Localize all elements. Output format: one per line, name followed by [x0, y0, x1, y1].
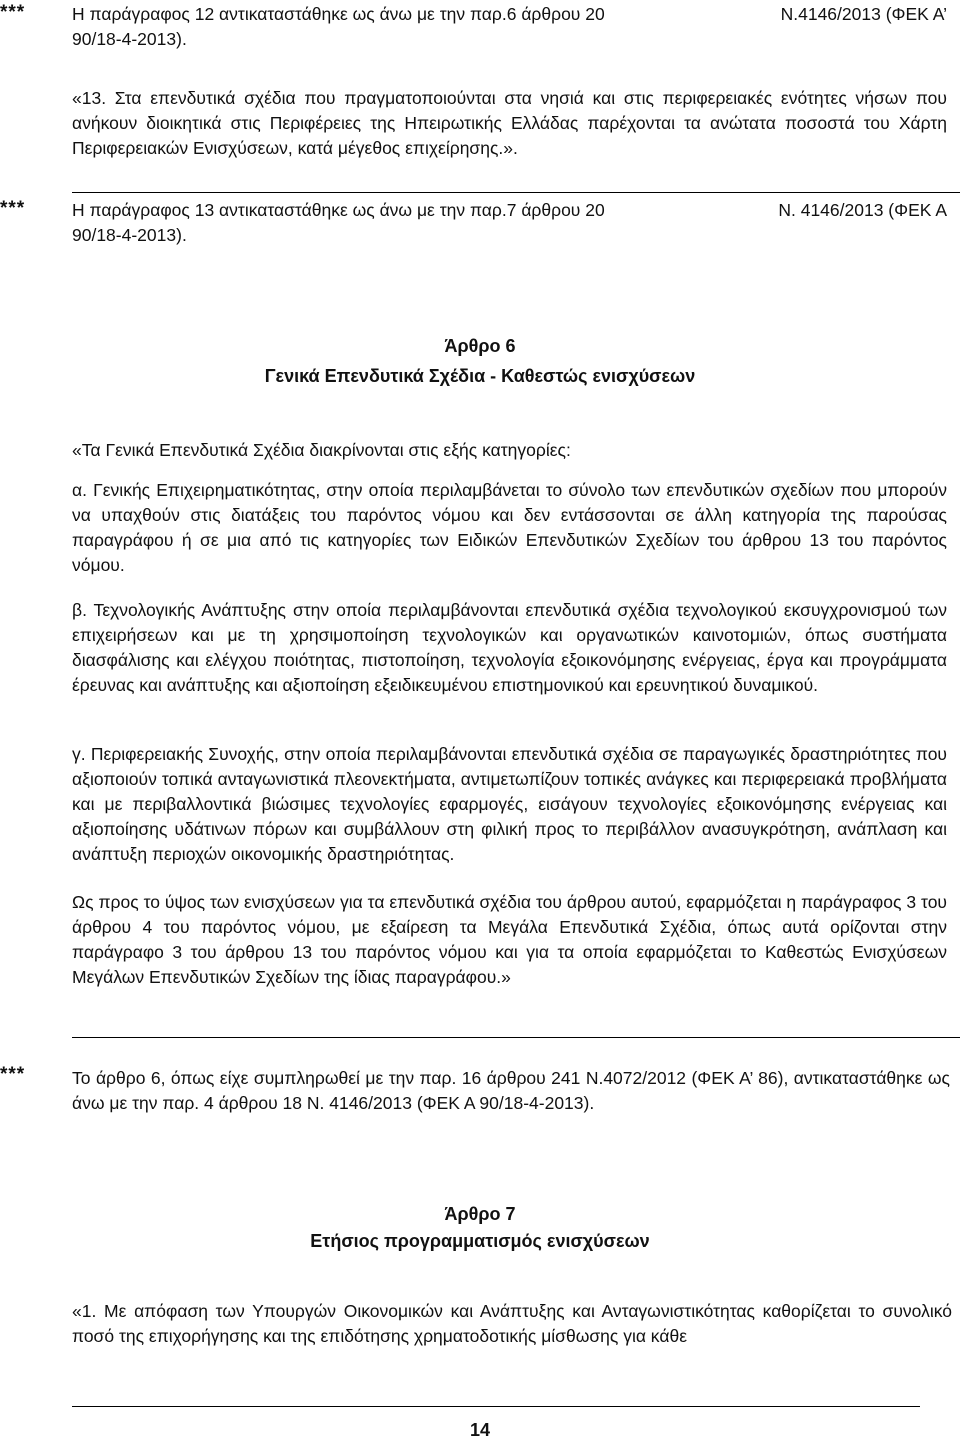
category-b: β. Τεχνολογικής Ανάπτυξης στην οποία περιλαμβάνονται επενδυτικά σχέδια τεχνολογικού εκσυγχρονισμού των επιχειρήσεων και με τη χρησιμοποίηση τεχνολογικών και οργανωτικών καινοτομιών, όπως συστήματα διασφάλισης και ελέγχου ποιότητας, πιστοποίηση, τεχνολογία εξοικονόμησης ενέργειας, έργα και προγράμματα έρευνας και ανάπτυξης και αξιοποίηση εξειδικευμένου επιστημονικού και ερευνητικού δυναμικού. [72, 600, 947, 695]
amendment-note: Η παράγραφος 12 αντικαταστάθηκε ως άνω με την παρ.6 άρθρου 20 Ν.4146/2013 (ΦΕΚ Α’ 90/18-4-2013). [72, 4, 947, 49]
article-intro: «Τα Γενικά Επενδυτικά Σχέδια διακρίνονται στις εξής κατηγορίες: [72, 440, 571, 460]
divider [72, 1037, 960, 1038]
footer-rule [72, 1406, 920, 1407]
note-marker: *** [0, 2, 26, 23]
article-7-paragraph-1: «1. Με απόφαση των Υπουργών Οικονομικών και Ανάπτυξης και Ανταγωνιστικότητας καθορίζεται το συνολικό ποσό της επιχορήγησης και της επιδότησης χρηματοδοτικής μίσθωσης για κάθε [72, 1301, 952, 1346]
note-marker: *** [0, 1064, 26, 1085]
page-number: 14 [470, 1420, 491, 1440]
article-heading: Άρθρο 6 [444, 336, 516, 356]
amendment-note: Η παράγραφος 13 αντικαταστάθηκε ως άνω με την παρ.7 άρθρου 20 Ν. 4146/2013 (ΦΕΚ Α 90/18-4-2013). [72, 200, 947, 245]
aid-intensity-paragraph: Ως προς το ύψος των ενισχύσεων για τα επενδυτικά σχέδια του άρθρου αυτού, εφαρμόζεται η παράγραφος 3 του άρθρου 4 του παρόντος νόμου, με εξαίρεση τα Μεγάλα Επενδυτικά Σχέδια, όπως αυτά ορίζονται στην παράγραφο 3 του άρθρου 13 του παρόντος νόμου και για τα οποία εφαρμόζεται το Καθεστώς Ενισχύσεων Μεγάλων Επενδυτικών Σχεδίων της ίδιας παραγράφου.» [72, 892, 947, 987]
amendment-note: Το άρθρο 6, όπως είχε συμπληρωθεί με την παρ. 16 άρθρου 241 Ν.4072/2012 (ΦΕΚ Α’ 86), αντικαταστάθηκε ως άνω με την παρ. 4 άρθρου 18 Ν. 4146/2013 (ΦΕΚ Α 90/18-4-2013). [72, 1068, 950, 1113]
article-title: Γενικά Επενδυτικά Σχέδια - Καθεστώς ενισχύσεων [264, 366, 696, 386]
note-marker: *** [0, 198, 26, 219]
category-c: γ. Περιφερειακής Συνοχής, στην οποία περιλαμβάνονται επενδυτικά σχέδια σε παραγωγικές δραστηριότητες που αξιοποιούν τοπικά ανταγωνιστικά πλεονεκτήματα, αντιμετωπίζουν τοπικές ανάγκες και περιφερειακά προβλήματα και με περιβαλλοντικά βιώσιμες τεχνολογίες εφαρμογές, εισάγουν τεχνολογίες εξοικονόμησης ενέργειας και αξιοποίησης υδάτινων πόρων και συμβάλλουν στη φιλική προς το περιβάλλον ανασυγκρότηση, ανάπλαση και ανάπτυξη περιοχών οικονομικής δραστηριότητας. [72, 744, 947, 864]
paragraph-13: «13. Στα επενδυτικά σχέδια που πραγματοποιούνται στα νησιά και στις περιφερειακές ενότητες νήσων που ανήκουν διοικητικά στις Περιφέρειες της Ηπειρωτικής Ελλάδας παρέχονται τα ανώτατα ποσοστά του Χάρτη Περιφερειακών Ενισχύσεων, κατά μέγεθος επιχείρησης.». [72, 88, 947, 158]
category-a: α. Γενικής Επιχειρηματικότητας, στην οποία περιλαμβάνεται το σύνολο των επενδυτικών σχεδίων που μπορούν να υπαχθούν στις διατάξεις του παρόντος νόμου και δεν εντάσσονται σε άλλη κατηγορία της παρούσας παραγράφου ή σε μια από τις κατηγορίες των Ειδικών Επενδυτικών Σχεδίων του άρθρου 13 του παρόντος νόμου. [72, 480, 947, 575]
article-heading: Άρθρο 7 [444, 1204, 516, 1224]
divider [72, 192, 960, 193]
article-title: Ετήσιος προγραμματισμός ενισχύσεων [310, 1231, 650, 1251]
